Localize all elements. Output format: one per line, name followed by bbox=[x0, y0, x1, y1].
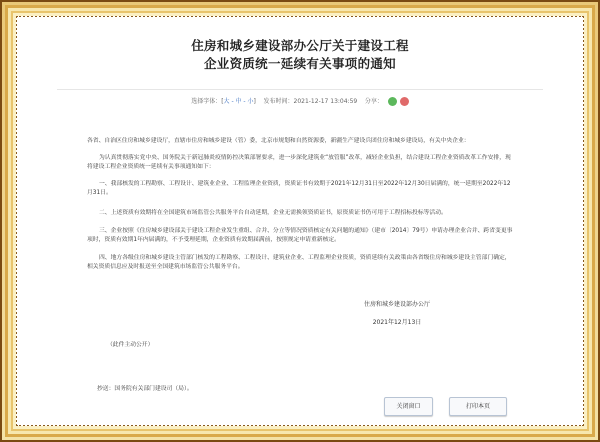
paragraph-3: 三、企业按照《住房城乡建设部关于建设工程企业发生重组、合并、分立等情况资质核定有关问题的通知》（建市〔2014〕79号）申请办理企业合并、跨省变更事项时，资质有效期1年内届满的，不予受理延期，企业资质有效期届满前，按照规定申请重新核定。 bbox=[87, 228, 513, 243]
page-title-line2: 企业资质统一延续有关事项的通知 bbox=[203, 56, 396, 71]
signature: 住房和城乡建设部办公厅 bbox=[363, 301, 430, 308]
cc-line: 抄送：国务院有关部门建设司（局）。 bbox=[97, 386, 193, 392]
print-page-button[interactable]: 打印本页 bbox=[449, 397, 507, 416]
paragraph-2: 二、上述资质有效期将在全国建筑市场监管公共服务平台自动延期，企业无需换领资质证书，原资质证书仍可用于工程招标投标等活动。 bbox=[99, 210, 447, 216]
font-size-selector[interactable]: 大 - 中 - 小 bbox=[223, 98, 254, 105]
page-title-line1: 住房和城乡建设部办公厅关于建设工程 bbox=[191, 38, 409, 53]
notice-page bbox=[17, 17, 583, 425]
font-size-bracket: ] bbox=[253, 98, 256, 105]
close-window-button[interactable]: 关闭窗口 bbox=[384, 397, 433, 416]
paragraph-1: 一、我部核发的工程勘察、工程设计、建筑业企业、工程监理企业资质，资质证书有效期于2021年12月31日至2022年12月30日届满的，统一延期至2022年12月31日。 bbox=[87, 181, 511, 196]
wechat-icon[interactable] bbox=[388, 97, 397, 106]
publish-date: 2021-12-17 13:04:59 bbox=[293, 98, 358, 105]
font-size-label: 选择字体：[ bbox=[191, 98, 224, 105]
intro-paragraph: 为认真贯彻落实党中央、国务院关于新冠肺炎疫情防控决策部署要求，进一步深化建筑业“放管服”改革，减轻企业负担，结合建设工程企业资质改革工作安排，现将建设工程企业资质统一延续有关事项通知如下： bbox=[87, 155, 511, 170]
share-label: 分享： bbox=[364, 98, 383, 105]
publish-date-label: 发布时间： bbox=[263, 98, 294, 105]
sign-date: 2021年12月13日 bbox=[372, 319, 422, 326]
paragraph-4: 四、地方各级住房和城乡建设主管部门核发的工程勘察、工程设计、建筑业企业、工程监理企业资质，资质延续有关政策由各省级住房和城乡建设主管部门确定，相关资质信息应及时报送至全国建筑市场监管公共服务平台。 bbox=[87, 255, 511, 270]
weibo-icon[interactable] bbox=[400, 97, 409, 106]
divider bbox=[57, 89, 543, 90]
salutation: 各省、自治区住房和城乡建设厅，直辖市住房和城乡建设（管）委，北京市规划和自然资源委，新疆生产建设兵团住房和城乡建设局，有关中央企业： bbox=[87, 138, 470, 144]
disclosure-note: （此件主动公开） bbox=[107, 342, 154, 348]
meta-bar bbox=[17, 96, 583, 106]
